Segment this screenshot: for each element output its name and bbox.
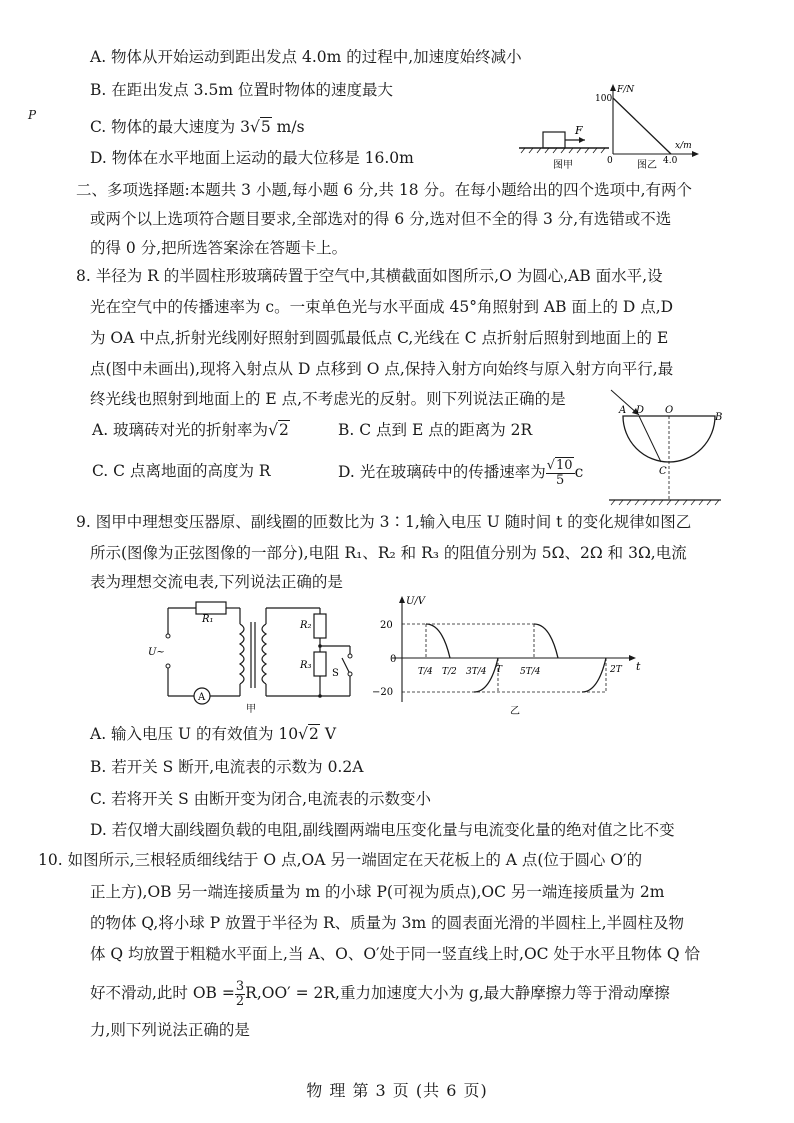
q10-line3: 的物体 Q,将小球 P 放置于半径为 R、质量为 3m 的圆表面光滑的半圆柱上,半圆柱及物 <box>90 914 685 932</box>
q8-option-d-numerator: 10 <box>556 457 573 473</box>
q9-line2: 所示(图像为正弦图像的一部分),电阻 R₁、R₂ 和 R₃ 的阻值分别为 5Ω、2Ω 和 3Ω,电流 <box>90 544 687 562</box>
fig-jia: 甲 <box>246 704 256 714</box>
q9-option-a <box>90 724 336 744</box>
q10-line6: 力,则下列说法正确的是 <box>90 1021 250 1039</box>
switch-s <box>342 658 350 674</box>
point-c: C <box>659 466 667 477</box>
q8-option-d-suffix: c <box>574 463 584 481</box>
q8-line5: 终光线也照射到地面上的 E 点,不考虑光的反射。则下列说法正确的是 <box>90 390 566 408</box>
q8-option-b: B. C 点到 E 点的距离为 2R <box>338 421 533 439</box>
q8-figure <box>605 388 725 508</box>
q8-option-c: C. C 点离地面的高度为 R <box>92 462 271 480</box>
sqrt-icon: √ <box>249 118 260 136</box>
q8-line2: 光在空气中的传播速率为 c。一束单色光与水平面成 45°角照射到 AB 面上的 D 点,D <box>90 298 674 316</box>
q7-option-c-text: C. 物体的最大速度为 3 <box>90 118 250 136</box>
x-axis-label: x/m <box>675 141 692 151</box>
q9-option-d: D. 若仅增大副线圈负载的电阻,副线圈两端电压变化量与电流变化量的绝对值之比不变 <box>90 821 675 839</box>
ammeter-label: A <box>198 692 206 703</box>
q9-option-a-radicand: 2 <box>309 725 319 743</box>
q9-line1: 9. 图甲中理想变压器原、副线圈的匝数比为 3∶1,输入电压 U 随时间 t 的变化规律如图乙 <box>76 513 692 531</box>
q10-fraction <box>235 980 245 1009</box>
tick-t4: T/4 <box>418 667 433 677</box>
q10-fraction-num: 3 <box>235 978 245 994</box>
fig-jia-label: 图甲 <box>553 160 573 170</box>
margin-mark: P <box>28 108 37 122</box>
q10-line5 <box>90 978 670 1009</box>
q7-option-c <box>90 117 305 137</box>
q9-line3: 表为理想交流电表,下列说法正确的是 <box>90 573 343 591</box>
sqrt-icon: √ <box>298 725 309 743</box>
tick-3t4: 3T/4 <box>466 667 487 677</box>
q8-line3: 为 OA 中点,折射光线刚好照射到圆弧最低点 C,光线在 C 点折射后照射到地面上的 E <box>90 329 669 347</box>
q10-line5-suffix: R,OO′ = 2R,重力加速度大小为 g,最大静摩擦力等于滑动摩擦 <box>245 984 670 1002</box>
q9-graph <box>370 594 650 718</box>
q8-option-d-denominator: 5 <box>556 472 565 488</box>
sqrt-icon: √ <box>546 457 556 473</box>
q7-option-c-radicand: 5 <box>260 118 271 136</box>
tick-t: T <box>496 665 503 675</box>
q7-fig-jia <box>519 124 609 170</box>
page-footer: 物 理 第 3 页 (共 6 页) <box>306 1081 488 1100</box>
q10-line5-text: 好不滑动,此时 OB = <box>90 984 235 1002</box>
force-line <box>613 98 671 154</box>
y-axis-label: U/V <box>406 596 426 607</box>
q9-option-b: B. 若开关 S 断开,电流表的示数为 0.2A <box>90 758 364 776</box>
q7-option-c-unit: m/s <box>271 118 305 136</box>
origin-label: 0 <box>607 156 613 166</box>
q8-option-a-radicand: 2 <box>278 421 289 439</box>
point-a: A <box>619 405 627 416</box>
force-label: F <box>575 124 583 137</box>
q7-fig-yi <box>595 84 699 170</box>
value-4: 4.0 <box>663 156 678 166</box>
q8-option-a <box>92 420 290 440</box>
value-20: 20 <box>380 620 393 631</box>
q9-option-a-text: A. 输入电压 U 的有效值为 10 <box>90 725 299 743</box>
q8-option-d-fraction <box>546 459 575 488</box>
value-neg20: −20 <box>372 687 394 698</box>
origin-label: 0 <box>390 654 397 665</box>
t-axis-label: t <box>636 660 641 673</box>
q8-option-d-text: D. 光在玻璃砖中的传播速率为 <box>338 463 546 481</box>
label-u: U~ <box>148 647 165 658</box>
q10-fraction-den: 2 <box>235 993 245 1009</box>
q8-line4: 点(图中未画出),现将入射点从 D 点移到 O 点,保持入射方向始终与原入射方向平行,最 <box>90 360 674 378</box>
q8-option-a-text: A. 玻璃砖对光的折射率为 <box>92 421 269 439</box>
label-s: S <box>332 668 339 679</box>
sqrt-icon: √ <box>268 421 278 439</box>
point-b: B <box>715 412 723 423</box>
tick-5t4: 5T/4 <box>520 667 541 677</box>
q10-line1: 10. 如图所示,三根轻质细线结于 O 点,OA 另一端固定在天花板上的 A 点(位于圆心 O′的 <box>38 851 643 869</box>
q7-option-b: B. 在距出发点 3.5m 位置时物体的速度最大 <box>90 81 393 99</box>
fig-yi-label: 图乙 <box>637 160 657 170</box>
fig-yi: 乙 <box>510 706 520 717</box>
q9-option-c: C. 若将开关 S 由断开变为闭合,电流表的示数变小 <box>90 790 432 808</box>
q8-line1: 8. 半径为 R 的半圆柱形玻璃砖置于空气中,其横截面如图所示,O 为圆心,AB 面水平,设 <box>76 267 663 285</box>
tick-t2: T/2 <box>442 667 457 677</box>
tick-2t: 2T <box>610 665 622 675</box>
point-o: O <box>665 405 674 416</box>
resistor-r2 <box>314 614 326 638</box>
q10-line2: 正上方),OB 另一端连接质量为 m 的小球 P(可视为质点),OC 另一端连接质量为 2m <box>90 883 665 901</box>
label-r3: R₃ <box>300 660 312 671</box>
resistor-r3 <box>314 652 326 676</box>
value-100: 100 <box>595 94 613 104</box>
q8-option-d <box>338 458 583 488</box>
q7-option-a: A. 物体从开始运动到距出发点 4.0m 的过程中,加速度始终减小 <box>90 48 522 66</box>
block <box>543 132 565 148</box>
graph-axes <box>392 600 632 702</box>
resistor-r1 <box>196 602 226 614</box>
q9-circuit <box>148 596 368 714</box>
section2-line3: 的得 0 分,把所选答案涂在答题卡上。 <box>90 239 348 257</box>
q7-option-d: D. 物体在水平地面上运动的最大位移是 16.0m <box>90 149 414 167</box>
q9-option-a-unit: V <box>319 725 337 743</box>
section2-line1: 二、多项选择题:本题共 3 小题,每小题 6 分,共 18 分。在每小题给出的四个选项中,有两个 <box>76 181 693 199</box>
section2-line2: 或两个以上选项符合题目要求,全部选对的得 6 分,选对但不全的得 3 分,有选错或不选 <box>90 210 672 228</box>
label-r1: R₁ <box>202 614 214 625</box>
q7-figure <box>515 84 700 170</box>
label-r2: R₂ <box>300 620 312 631</box>
f-axis-label: F/N <box>617 85 635 95</box>
point-d: D <box>636 405 645 416</box>
q10-line4: 体 Q 均放置于粗糙水平面上,当 A、O、O′处于同一竖直线上时,OC 处于水平且物体 Q 恰 <box>90 945 701 963</box>
